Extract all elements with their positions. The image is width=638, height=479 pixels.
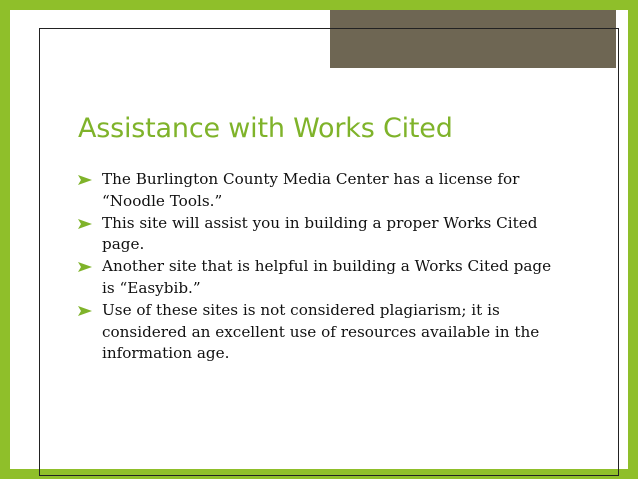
bullet-item (78, 300, 558, 365)
arrow-bullet-icon (78, 262, 92, 272)
bullet-text: The Burlington County Media Center has a license for “Noodle Tools.” (102, 170, 520, 210)
bullet-text: Use of these sites is not considered plagiarism; it is considered an excellent use of resources available in the information age. (102, 300, 540, 363)
bullet-text: Another site that is helpful in building a Works Cited page is “Easybib.” (102, 257, 552, 297)
bullet-list (78, 169, 558, 365)
slide-title: Assistance with Works Cited (78, 113, 453, 144)
bullet-item (78, 169, 558, 213)
arrow-bullet-icon (78, 219, 92, 229)
bullet-text: This site will assist you in building a proper Works Cited page. (102, 213, 538, 254)
arrow-bullet-icon (78, 306, 92, 316)
bullet-item (78, 256, 558, 300)
arrow-bullet-icon (78, 175, 92, 185)
bullet-item (78, 213, 558, 257)
